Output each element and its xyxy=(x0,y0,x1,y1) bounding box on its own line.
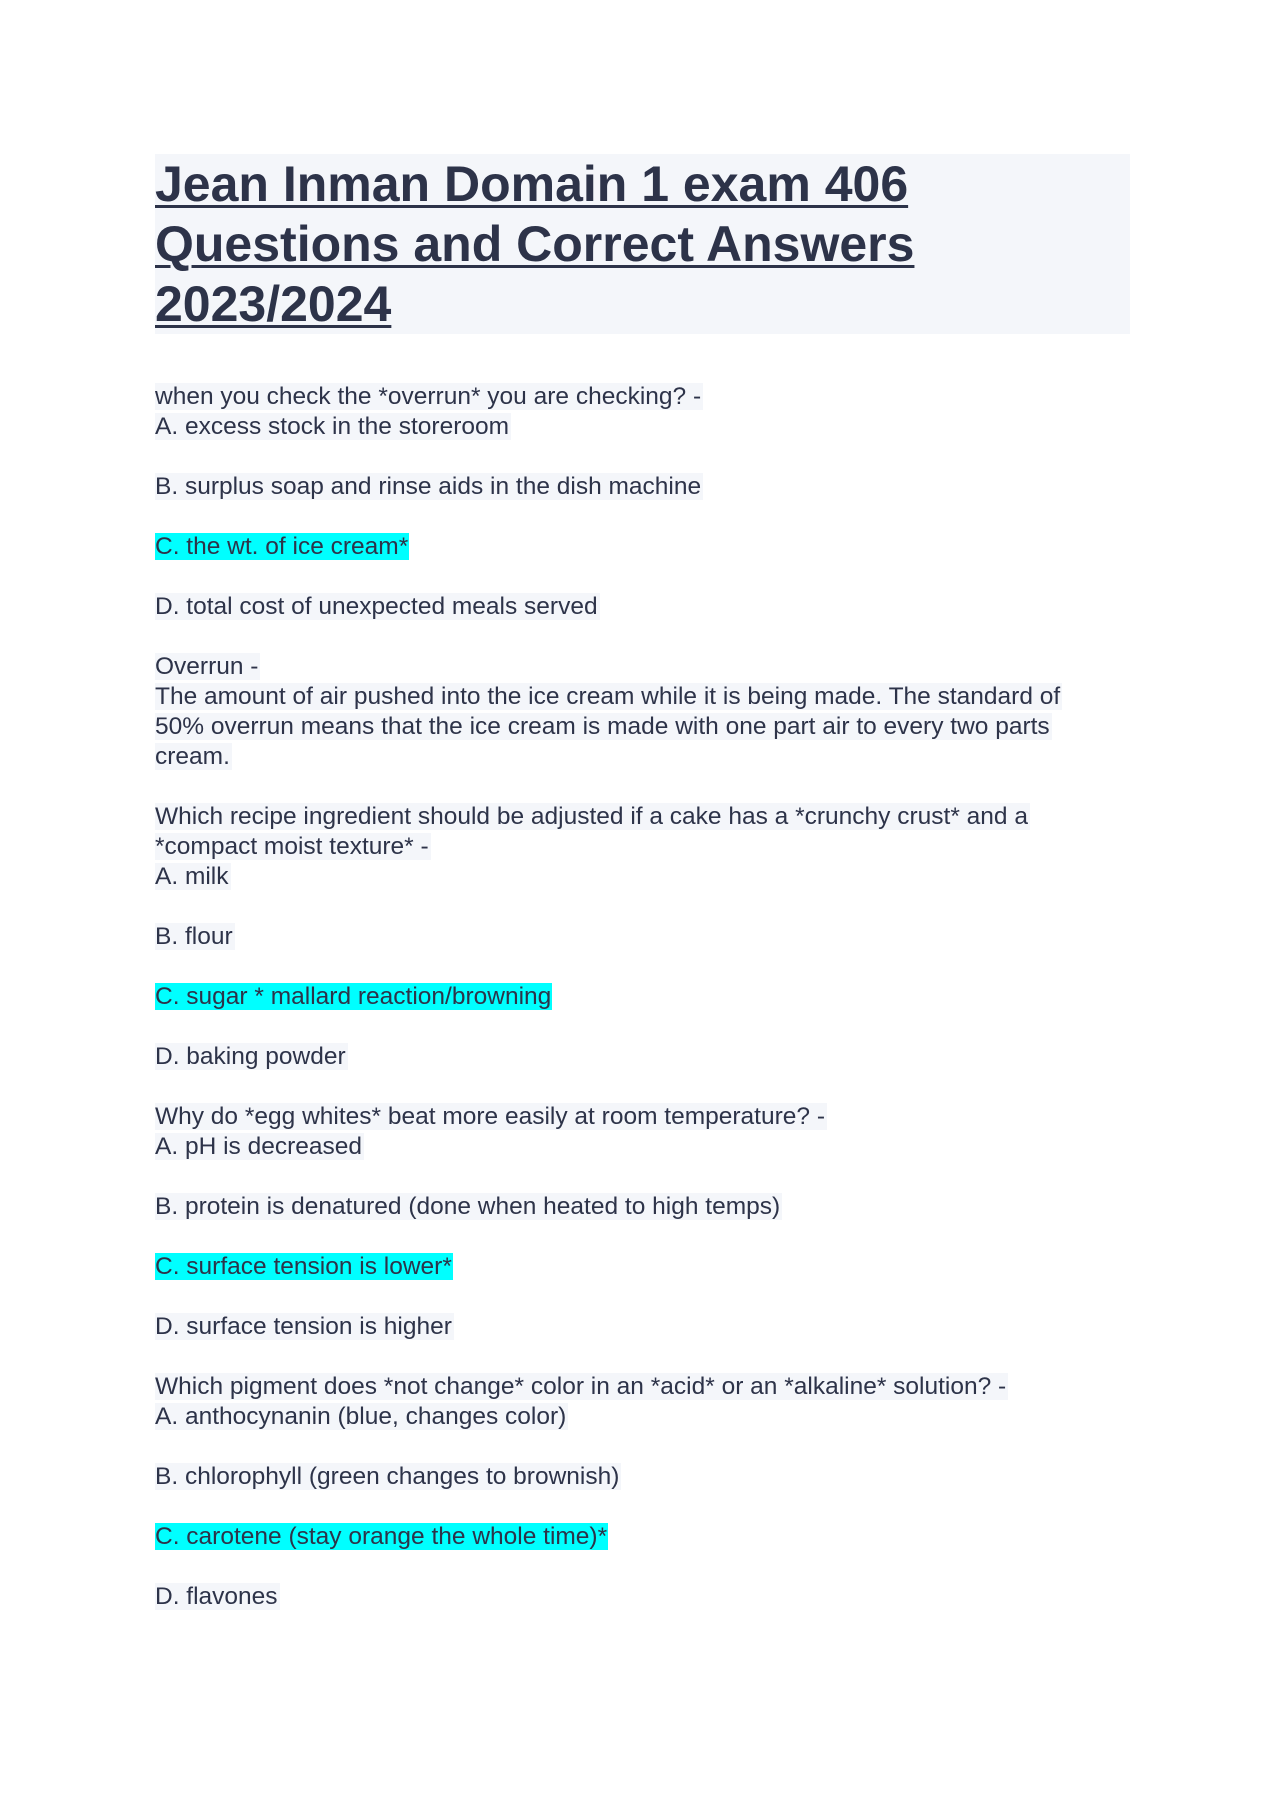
option-b: B. flour xyxy=(155,923,233,950)
option-a: A. anthocynanin (blue, changes color) xyxy=(155,1403,567,1430)
correct-answer: C. the wt. of ice cream* xyxy=(155,533,409,560)
question-text: *compact moist texture* - xyxy=(155,833,429,860)
question-text: when you check the *overrun* you are checking? - xyxy=(155,383,702,410)
option-a: A. excess stock in the storeroom xyxy=(155,413,510,440)
definition-line: 50% overrun means that the ice cream is made with one part air to every two parts xyxy=(155,713,1050,740)
question-block xyxy=(155,1102,1130,1372)
option-d: D. flavones xyxy=(155,1583,278,1610)
question-text: Which recipe ingredient should be adjusted if a cake has a *crunchy crust* and a xyxy=(155,803,1028,830)
question-block xyxy=(155,1372,1130,1612)
question-text: Which pigment does *not change* color in an *acid* or an *alkaline* solution? - xyxy=(155,1373,1007,1400)
option-b: B. surplus soap and rinse aids in the dish machine xyxy=(155,473,702,500)
term-text: Overrun - xyxy=(155,653,259,680)
option-d: D. surface tension is higher xyxy=(155,1313,452,1340)
option-b: B. chlorophyll (green changes to brownish) xyxy=(155,1463,620,1490)
definition-line: cream. xyxy=(155,743,230,770)
title-block xyxy=(155,154,1130,334)
document-page xyxy=(155,154,1130,1612)
document-title xyxy=(155,154,1130,334)
option-a: A. milk xyxy=(155,863,229,890)
question-text: Why do *egg whites* beat more easily at room temperature? - xyxy=(155,1103,825,1130)
option-b: B. protein is denatured (done when heated to high temps) xyxy=(155,1193,781,1220)
definition-line: The amount of air pushed into the ice cream while it is being made. The standard of xyxy=(155,683,1061,710)
question-block xyxy=(155,802,1130,1102)
title-line: Questions and Correct Answers xyxy=(155,216,915,272)
definition-block xyxy=(155,652,1130,802)
correct-answer: C. carotene (stay orange the whole time)* xyxy=(155,1523,608,1550)
correct-answer: C. sugar * mallard reaction/browning xyxy=(155,983,552,1010)
option-d: D. baking powder xyxy=(155,1043,346,1070)
correct-answer: C. surface tension is lower* xyxy=(155,1253,452,1280)
option-a: A. pH is decreased xyxy=(155,1133,362,1160)
title-line: Jean Inman Domain 1 exam 406 xyxy=(155,156,909,212)
question-block xyxy=(155,382,1130,652)
option-d: D. total cost of unexpected meals served xyxy=(155,593,598,620)
title-line: 2023/2024 xyxy=(155,276,392,332)
